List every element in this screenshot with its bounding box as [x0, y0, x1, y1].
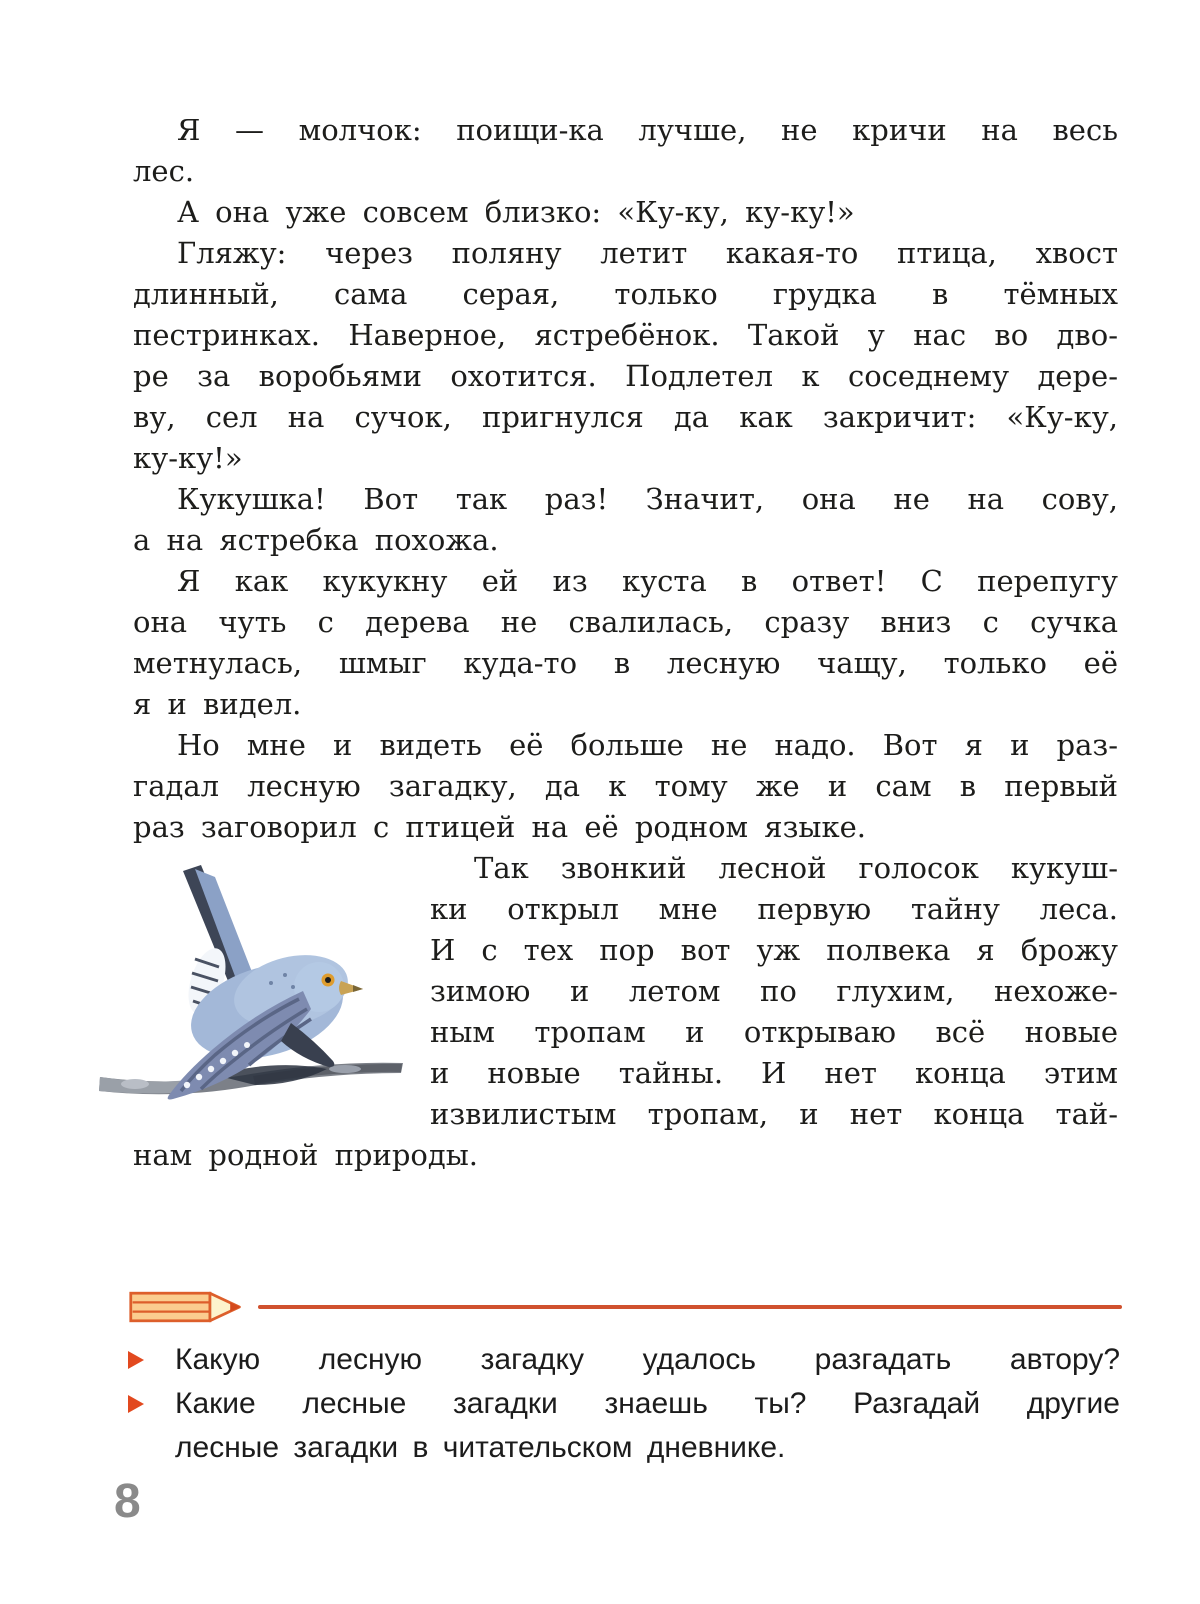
text-line: извилистым тропам, и нет конца тай-: [430, 1097, 1118, 1131]
paragraph: [133, 110, 1118, 192]
story-text: [133, 110, 1118, 1176]
text-line: раз заговорил с птицей на её родном языке.: [133, 810, 867, 844]
story-main: [133, 110, 1118, 848]
paragraph: [175, 1382, 1120, 1470]
bullet-arrow-icon: [128, 1351, 144, 1369]
questions-section: [128, 1338, 1120, 1470]
divider-line: [258, 1305, 1122, 1309]
paragraph: [133, 561, 1118, 725]
text-line: она чуть с дерева не свалилась, сразу вниз с сучка: [133, 605, 1118, 639]
text-line: пестринках. Наверное, ястребёнок. Такой у нас во дво-: [133, 318, 1118, 352]
text-line: ным тропам и открываю всё новые: [430, 1015, 1118, 1049]
pencil-icon: [128, 1286, 244, 1328]
text-line: нам родной природы.: [133, 1138, 479, 1172]
text-line: Какую лесную загадку удалось разгадать автору?: [175, 1343, 1120, 1376]
text-line: длинный, сама серая, только грудка в тёмных: [133, 277, 1118, 311]
question-item: [128, 1338, 1120, 1382]
text-line: А она уже совсем близко: «Ку-ку, ку-ку!»: [177, 195, 855, 229]
text-line: гадал лесную загадку, да к тому же и сам в первый: [133, 769, 1118, 803]
text-line: а на ястребка похожа.: [133, 523, 499, 557]
paragraph: [133, 233, 1118, 479]
bullet-arrow-icon: [128, 1395, 144, 1413]
text-line: Кукушка! Вот так раз! Значит, она не на сову,: [177, 482, 1118, 516]
text-line: ре за воробьями охотится. Подлетел к соседнему дере-: [133, 359, 1118, 393]
cuckoo-bird-image: [95, 863, 415, 1113]
text-line: метнулась, шмыг куда-то в лесную чащу, только её: [133, 646, 1118, 680]
page-number: 8: [114, 1475, 141, 1528]
text-line: Но мне и видеть её больше не надо. Вот я и раз-: [177, 728, 1118, 762]
paragraph: [133, 479, 1118, 561]
text-line: лес.: [133, 154, 195, 188]
cuckoo-bird-illustration: [95, 863, 415, 1113]
question-item: [128, 1382, 1120, 1470]
paragraph: [175, 1338, 1120, 1382]
text-line: ку-ку!»: [133, 441, 243, 475]
text-line: Так звонкий лесной голосок кукуш-: [474, 851, 1118, 885]
text-line: лесные загадки в читательском дневнике.: [175, 1431, 786, 1464]
text-line: и новые тайны. И нет конца этим: [430, 1056, 1118, 1090]
text-line: Какие лесные загадки знаешь ты? Разгадай другие: [175, 1387, 1120, 1420]
text-line: И с тех пор вот уж полвека я брожу: [430, 933, 1118, 967]
divider: [128, 1286, 1122, 1328]
text-line: Гляжу: через поляну летит какая-то птица, хвост: [177, 236, 1118, 270]
text-line: ву, сел на сучок, пригнулся да как закричит: «Ку-ку,: [133, 400, 1118, 434]
story-illustrated-section: [133, 848, 1118, 1176]
text-line: ки открыл мне первую тайну леса.: [430, 892, 1118, 926]
text-line: Я как кукукну ей из куста в ответ! С перепугу: [177, 564, 1118, 598]
paragraph: [133, 192, 1118, 233]
text-line: я и видел.: [133, 687, 302, 721]
text-line: зимою и летом по глухим, нехоже-: [430, 974, 1118, 1008]
paragraph: [133, 725, 1118, 848]
text-line: Я — молчок: поищи-ка лучше, не кричи на весь: [177, 113, 1118, 147]
